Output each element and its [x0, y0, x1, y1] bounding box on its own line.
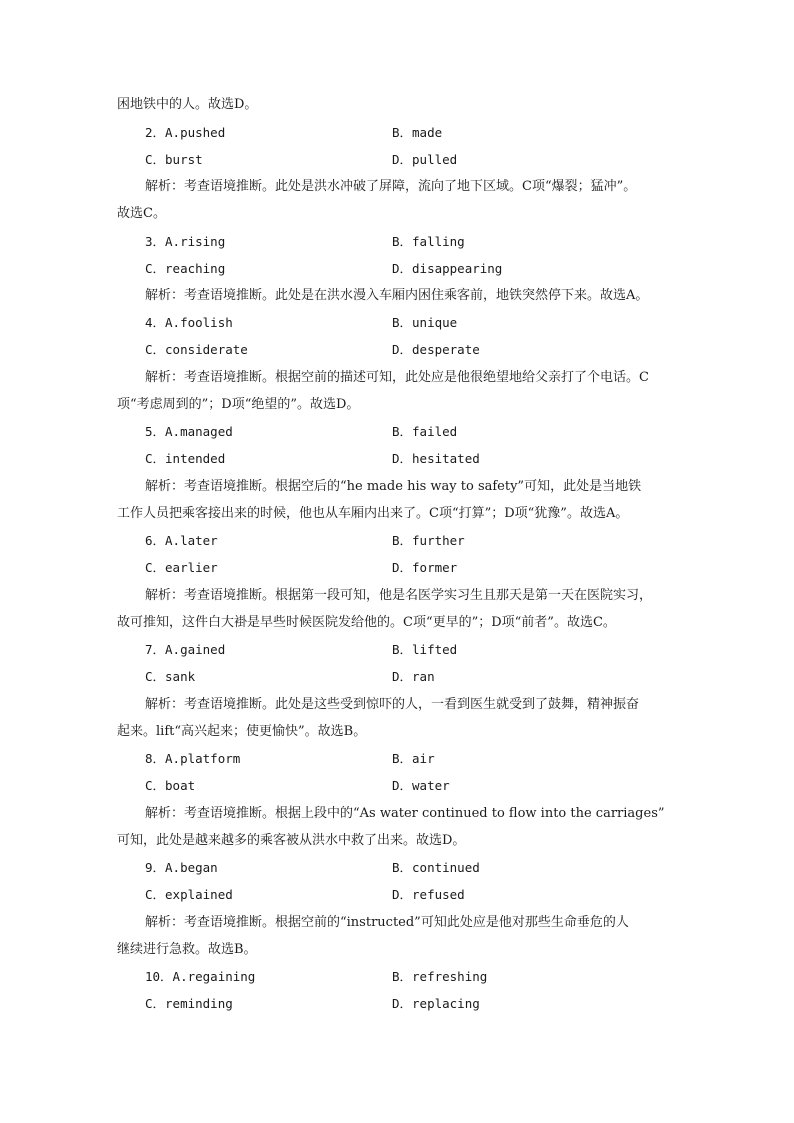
question-4-options-cd [145, 341, 705, 359]
option-c: C．intended [145, 451, 226, 466]
question-8-analysis-line-1: 解析：考查语境推断。根据上段中的“As water continued to flow into the carriages” [145, 806, 665, 821]
option-a: 4．A.foolish [145, 315, 233, 330]
question-5-analysis-line-2: 工作人员把乘客接出来的时候，他也从车厢内出来了。C项“打算”；D项“犹豫”。故选A。 [117, 506, 629, 521]
question-10-options-cd [145, 995, 705, 1013]
option-b: B．unique [392, 315, 458, 330]
option-b: B．failed [392, 424, 458, 439]
option-c: C．considerate [145, 342, 248, 357]
option-d: D．replacing [392, 996, 480, 1011]
question-10-options-ab [145, 968, 705, 986]
option-b: B．made [392, 125, 443, 140]
option-d: D．desperate [392, 342, 480, 357]
option-c: C．sank [145, 669, 196, 684]
question-6-options-ab [145, 532, 705, 550]
question-2-analysis-line-1: 解析：考查语境推断。此处是洪水冲破了屏障，流向了地下区域。C项“爆裂；猛冲”。 [145, 179, 637, 194]
option-c: C．boat [145, 778, 196, 793]
option-b: B．air [392, 751, 435, 766]
option-b: B．continued [392, 860, 480, 875]
question-8-options-ab [145, 750, 705, 768]
question-6-analysis-line-1: 解析：考查语境推断。根据第一段可知，他是名医学实习生且那天是第一天在医院实习， [145, 588, 653, 603]
intro-line: 困地铁中的人。故选D。 [117, 97, 258, 112]
option-d: D．water [392, 778, 450, 793]
option-a: 2．A.pushed [145, 125, 226, 140]
question-7-options-cd [145, 668, 705, 686]
question-3-analysis-line-1: 解析：考查语境推断。此处是在洪水漫入车厢内困住乘客前，地铁突然停下来。故选A。 [145, 288, 649, 303]
option-c: C．earlier [145, 560, 218, 575]
option-b: B．falling [392, 234, 465, 249]
option-b: B．lifted [392, 642, 458, 657]
option-d: D．former [392, 560, 458, 575]
question-8-options-cd [145, 777, 705, 795]
option-b: B．further [392, 533, 465, 548]
option-a: 9．A.began [145, 860, 218, 875]
question-9-options-cd [145, 886, 705, 904]
question-4-analysis-line-2: 项“考虑周到的”；D项“绝望的”。故选D。 [117, 397, 360, 412]
question-2-options-ab [145, 124, 705, 142]
option-d: D．pulled [392, 152, 458, 167]
option-d: D．hesitated [392, 451, 480, 466]
question-5-analysis-line-1: 解析：考查语境推断。根据空后的“he made his way to safety”可知，此处是当地铁 [145, 479, 642, 494]
option-c: C．burst [145, 152, 203, 167]
question-7-analysis-line-2: 起来。lift“高兴起来；使更愉快”。故选B。 [117, 724, 367, 739]
question-3-options-ab [145, 233, 705, 251]
option-a: 8．A.platform [145, 751, 241, 766]
question-4-options-ab [145, 314, 705, 332]
question-8-analysis-line-2: 可知，此处是越来越多的乘客被从洪水中救了出来。故选D。 [117, 833, 466, 848]
question-7-analysis-line-1: 解析：考查语境推断。此处是这些受到惊吓的人，一看到医生就受到了鼓舞，精神振奋 [145, 697, 640, 712]
option-a: 3．A.rising [145, 234, 226, 249]
option-d: D．ran [392, 669, 435, 684]
question-9-analysis-line-1: 解析：考查语境推断。根据空前的“instructed”可知此处应是他对那些生命垂危的人 [145, 915, 629, 930]
question-3-options-cd [145, 260, 705, 278]
option-a: 5．A.managed [145, 424, 233, 439]
question-5-options-cd [145, 450, 705, 468]
question-2-options-cd [145, 151, 705, 169]
option-a: 6．A.later [145, 533, 218, 548]
question-4-analysis-line-1: 解析：考查语境推断。根据空前的描述可知，此处应是他很绝望地给父亲打了个电话。C [145, 370, 649, 385]
question-2-analysis-line-2: 故选C。 [117, 206, 166, 221]
option-c: C．reminding [145, 996, 233, 1011]
question-6-options-cd [145, 559, 705, 577]
option-d: D．disappearing [392, 261, 503, 276]
question-9-analysis-line-2: 继续进行急救。故选B。 [117, 942, 257, 957]
option-a: 7．A.gained [145, 642, 226, 657]
option-a: 10．A.regaining [145, 969, 256, 984]
question-6-analysis-line-2: 故可推知，这件白大褂是早些时候医院发给他的。C项“更早的”；D项“前者”。故选C。 [117, 615, 616, 630]
option-c: C．reaching [145, 261, 226, 276]
question-7-options-ab [145, 641, 705, 659]
option-b: B．refreshing [392, 969, 488, 984]
option-c: C．explained [145, 887, 233, 902]
option-d: D．refused [392, 887, 465, 902]
question-5-options-ab [145, 423, 705, 441]
question-9-options-ab [145, 859, 705, 877]
